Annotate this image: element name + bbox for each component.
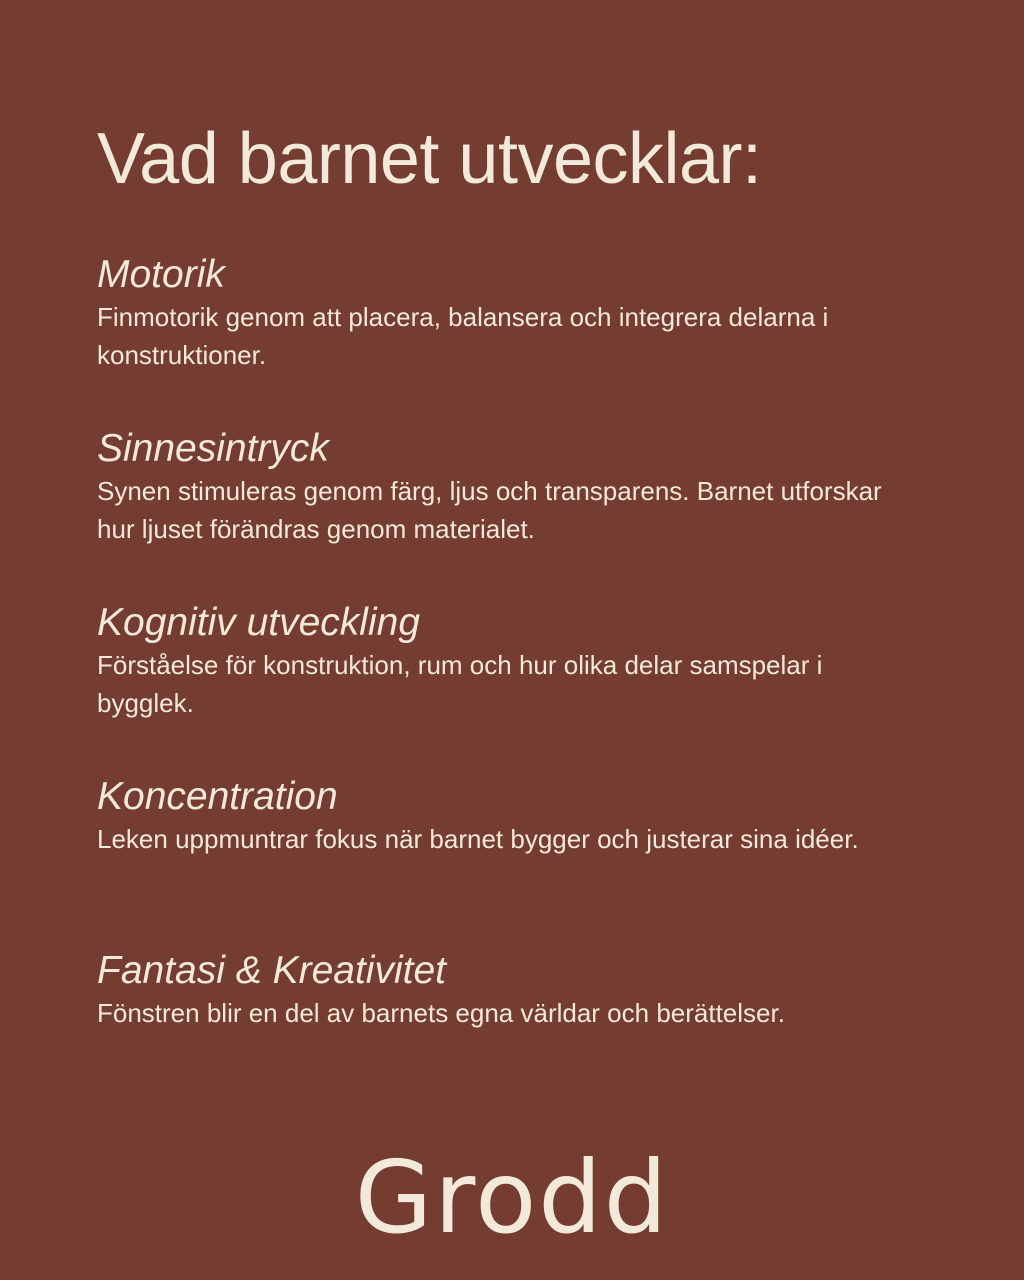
- section-heading: Motorik: [97, 253, 225, 296]
- section-heading: Fantasi & Kreativitet: [97, 949, 446, 992]
- brand-logo: [0, 1139, 1024, 1256]
- section-fantasi-kreativitet: [97, 948, 917, 1122]
- section-text: Fönstren blir en del av barnets egna världar och berättelser.: [97, 998, 785, 1028]
- brand-logo-text: Grodd: [354, 1139, 670, 1256]
- section-heading: Sinnesintryck: [97, 427, 329, 470]
- page-title: Vad barnet utvecklar:: [97, 119, 762, 199]
- section-text: Synen stimuleras genom färg, ljus och transparens. Barnet utforskar hur ljuset förändras genom materialet.: [97, 476, 882, 544]
- section-kognitiv-utveckling: [97, 600, 917, 774]
- section-heading: Kognitiv utveckling: [97, 601, 421, 644]
- development-list: [97, 252, 917, 1122]
- content-area: [97, 118, 917, 1122]
- section-koncentration: [97, 774, 917, 948]
- section-sinnesintryck: [97, 426, 917, 600]
- section-heading: Koncentration: [97, 775, 338, 818]
- section-text: Finmotorik genom att placera, balansera och integrera delarna i konstruktioner.: [97, 302, 829, 370]
- section-motorik: [97, 252, 917, 426]
- section-text: Förståelse för konstruktion, rum och hur olika delar samspelar i bygglek.: [97, 650, 823, 718]
- section-text: Leken uppmuntrar fokus när barnet bygger och justerar sina idéer.: [97, 824, 859, 854]
